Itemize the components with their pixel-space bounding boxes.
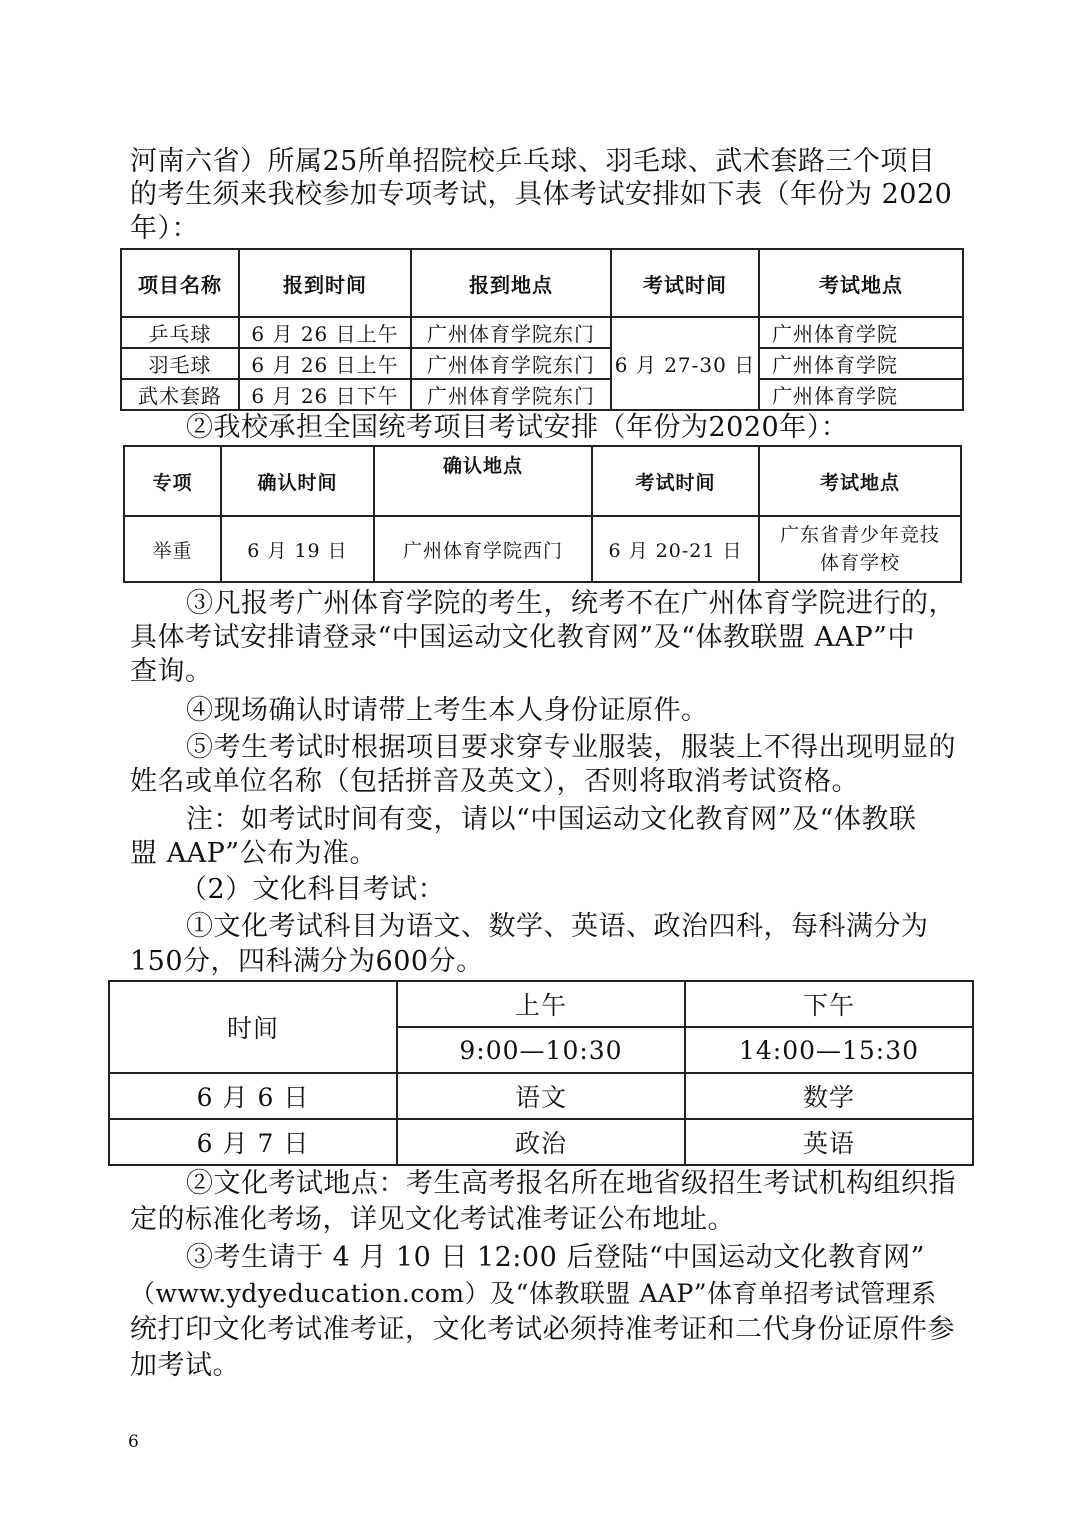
table-row: [124, 516, 961, 582]
table-cell: 数学: [685, 1073, 973, 1119]
paragraph-line: 具体考试安排请登录“中国运动文化教育网”及“体教联盟 AAP”中: [130, 622, 915, 653]
header-cell: 专项: [124, 446, 221, 516]
national-exam-table: [123, 445, 962, 583]
table-cell: 广州体育学院东门: [411, 348, 611, 379]
table-cell: 广州体育学院: [759, 348, 963, 379]
table-cell: 广州体育学院东门: [411, 317, 611, 348]
table-cell: 广州体育学院: [759, 317, 963, 348]
paragraph-line: （www.ydyeducation.com）及“体教联盟 AAP”体育单招考试管理系: [130, 1279, 937, 1308]
header-cell: 项目名称: [121, 249, 239, 317]
table-cell: 政治: [397, 1119, 685, 1165]
header-cell: 考试地点: [759, 446, 961, 516]
header-cell: 下午: [685, 981, 973, 1027]
paragraph-line: 统打印文化考试准考证，文化考试必须持准考证和二代身份证原件参: [130, 1314, 955, 1345]
table-row: [109, 1073, 973, 1119]
table-row: [109, 1119, 973, 1165]
paragraph-line: ⑤考生考试时根据项目要求穿专业服装，服装上不得出现明显的: [186, 732, 956, 763]
table-row: [121, 348, 963, 379]
header-cell: 确认地点: [374, 446, 592, 516]
venue-cell: [759, 516, 961, 582]
table-row: [121, 379, 963, 410]
paragraph-line: 定的标准化考场，详见文化考试准考证公布地址。: [130, 1204, 735, 1235]
paragraph-line: 加考试。: [130, 1350, 240, 1381]
paragraph-line: 的考生须来我校参加专项考试，具体考试安排如下表（年份为 2020: [130, 179, 953, 210]
section-heading: （2）文化科目考试：: [180, 874, 446, 905]
paragraph-line: 注：如考试时间有变，请以“中国运动文化教育网”及“体教联: [186, 804, 917, 835]
table-header-row: [124, 446, 961, 516]
header-cell: 考试时间: [592, 446, 759, 516]
paragraph-line: 河南六省）所属25所单招院校乒乓球、羽毛球、武术套路三个项目: [130, 146, 936, 177]
table-cell: 6 月 26 日下午: [239, 379, 411, 410]
header-cell: 时间: [109, 981, 397, 1073]
table-cell: 语文: [397, 1073, 685, 1119]
table-cell: 乒乓球: [121, 317, 239, 348]
header-cell: 上午: [397, 981, 685, 1027]
paragraph-line: 盟 AAP”公布为准。: [130, 838, 378, 869]
table-cell: 武术套路: [121, 379, 239, 410]
paragraph-line: ③凡报考广州体育学院的考生，统考不在广州体育学院进行的，: [186, 588, 956, 619]
table-cell: 广州体育学院: [759, 379, 963, 410]
header-cell: 确认时间: [221, 446, 374, 516]
table-header-row: [109, 981, 973, 1027]
paragraph-line: 查询。: [130, 656, 213, 687]
culture-exam-table: [108, 980, 974, 1166]
table-cell: 6 月 6 日: [109, 1073, 397, 1119]
header-cell: 报到时间: [239, 249, 411, 317]
page-number: 6: [128, 1432, 139, 1452]
paragraph-line: 150分，四科满分为600分。: [130, 946, 484, 977]
paragraph-line: ②文化考试地点：考生高考报名所在地省级招生考试机构组织指: [186, 1168, 956, 1199]
header-cell: 14:00—15:30: [685, 1027, 973, 1073]
paragraph-line: ③考生请于 4 月 10 日 12:00 后登陆“中国运动文化教育网”: [186, 1242, 925, 1273]
paragraph-line: ②我校承担全国统考项目考试安排（年份为2020年）：: [186, 412, 849, 443]
table-cell: 举重: [124, 516, 221, 582]
table-cell: 6 月 20-21 日: [592, 516, 759, 582]
venue-line: 体育学校: [819, 552, 900, 574]
paragraph-line: 年）：: [130, 213, 199, 244]
paragraph-line: 姓名或单位名称（包括拼音及英文），否则将取消考试资格。: [130, 766, 859, 797]
header-cell: 考试地点: [759, 249, 963, 317]
table-cell: 羽毛球: [121, 348, 239, 379]
header-cell: 考试时间: [611, 249, 759, 317]
paragraph-line: ④现场确认时请带上考生本人身份证原件。: [186, 695, 709, 726]
table-row: [121, 317, 963, 348]
sport-exam-table: [120, 248, 964, 411]
table-cell: 英语: [685, 1119, 973, 1165]
header-cell: 报到地点: [411, 249, 611, 317]
header-cell: 9:00—10:30: [397, 1027, 685, 1073]
table-cell: 广州体育学院东门: [411, 379, 611, 410]
table-cell: 广州体育学院西门: [374, 516, 592, 582]
table-header-row: [121, 249, 963, 317]
table-cell: 6 月 26 日上午: [239, 348, 411, 379]
table-cell: 6 月 19 日: [221, 516, 374, 582]
paragraph-line: ①文化考试科目为语文、数学、英语、政治四科，每科满分为: [186, 911, 929, 942]
table-cell: 6 月 26 日上午: [239, 317, 411, 348]
venue-line: 广东省青少年竞技: [779, 524, 940, 546]
table-cell: 6 月 7 日: [109, 1119, 397, 1165]
exam-time-cell: 6 月 27-30 日: [611, 317, 759, 410]
